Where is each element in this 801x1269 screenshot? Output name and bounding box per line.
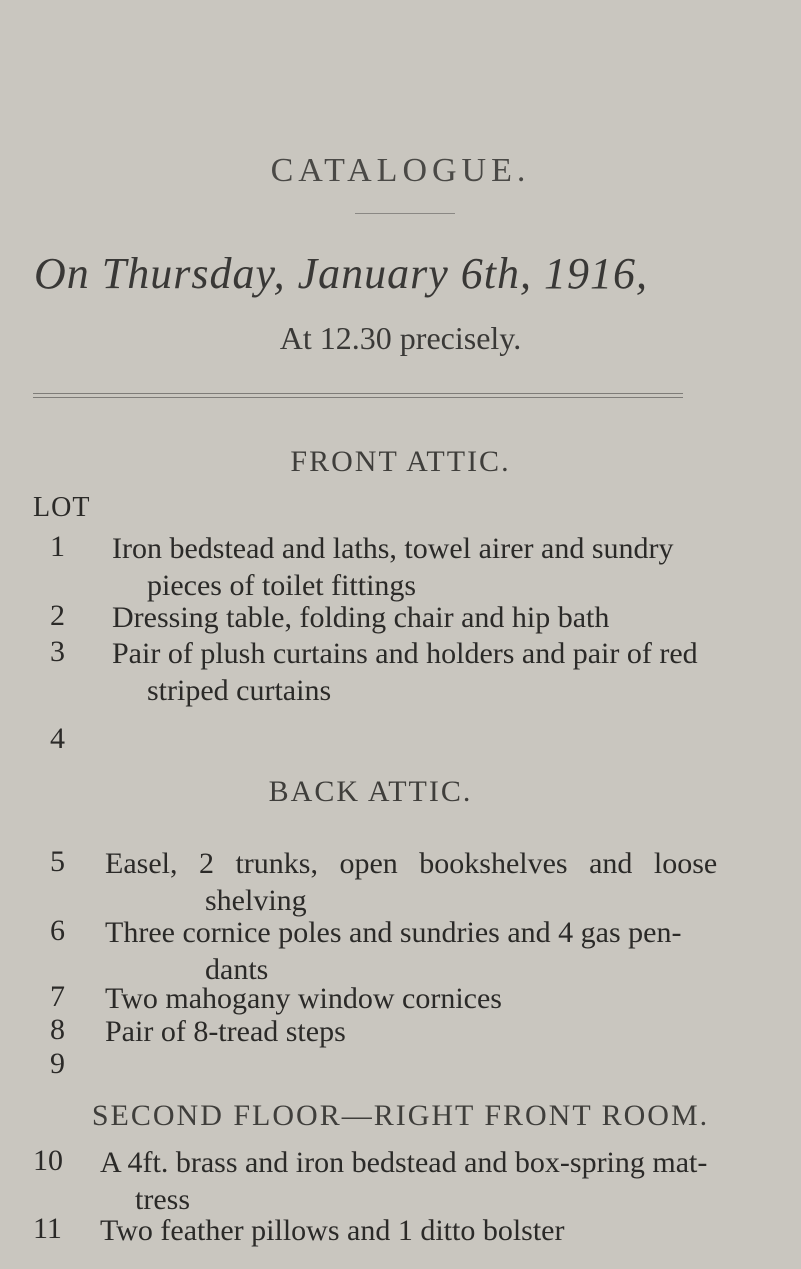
- sale-date: On Thursday, January 6th, 1916,: [34, 249, 648, 299]
- lot-number: 5: [50, 844, 65, 878]
- lot-line: A 4ft. brass and iron bedstead and box-spring mat-: [100, 1145, 708, 1179]
- lot-description: [105, 845, 717, 919]
- lot-number: 3: [50, 634, 65, 668]
- lot-number: 9: [50, 1047, 65, 1081]
- lot-number: 7: [50, 980, 65, 1014]
- lot-line: Iron bedstead and laths, towel airer and sundry: [112, 532, 674, 566]
- lot-number: 11: [33, 1212, 62, 1246]
- lot-number: 4: [50, 721, 65, 755]
- lot-line: Two mahogany window cornices: [105, 982, 502, 1016]
- lot-description: [112, 530, 674, 604]
- lot-column-label: LOT: [33, 492, 91, 524]
- lot-line: shelving: [205, 883, 307, 917]
- lot-number: 1: [50, 530, 65, 564]
- lot-description: [105, 914, 681, 988]
- lot-number: 6: [50, 913, 65, 947]
- lot-description: [105, 1013, 346, 1050]
- lot-line: striped curtains: [147, 673, 332, 707]
- title-rule: [355, 213, 455, 214]
- lot-line: dants: [205, 952, 269, 986]
- lot-line: tress: [135, 1182, 190, 1216]
- lot-line: Dressing table, folding chair and hip bath: [112, 600, 610, 634]
- lot-number: 2: [50, 598, 65, 632]
- back-attic-heading: BACK ATTIC.: [268, 774, 473, 808]
- lot-line: Three cornice poles and sundries and 4 gas pen-: [105, 915, 682, 949]
- lot-number: 10: [33, 1143, 63, 1177]
- front-attic-heading: FRONT ATTIC.: [290, 445, 511, 479]
- second-floor-heading: SECOND FLOOR—RIGHT FRONT ROOM.: [91, 1098, 710, 1132]
- lot-line: Two feather pillows and 1 ditto bolster: [100, 1214, 565, 1248]
- lot-description: [112, 599, 609, 636]
- lot-line: Pair of 8-tread steps: [105, 1015, 346, 1049]
- lot-description: [100, 1144, 707, 1218]
- lot-line: Pair of plush curtains and holders and pair of red: [112, 636, 698, 670]
- catalogue-title: CATALOGUE.: [270, 151, 531, 189]
- lot-description: [105, 980, 502, 1017]
- lot-line: pieces of toilet fittings: [147, 569, 417, 603]
- section-divider: [33, 393, 683, 398]
- lot-line: Easel, 2 trunks, open bookshelves and loose: [105, 846, 718, 880]
- lot-number: 8: [50, 1013, 65, 1047]
- lot-description: [112, 635, 698, 709]
- lot-description: [100, 1212, 564, 1249]
- sale-time: At 12.30 precisely.: [279, 320, 522, 357]
